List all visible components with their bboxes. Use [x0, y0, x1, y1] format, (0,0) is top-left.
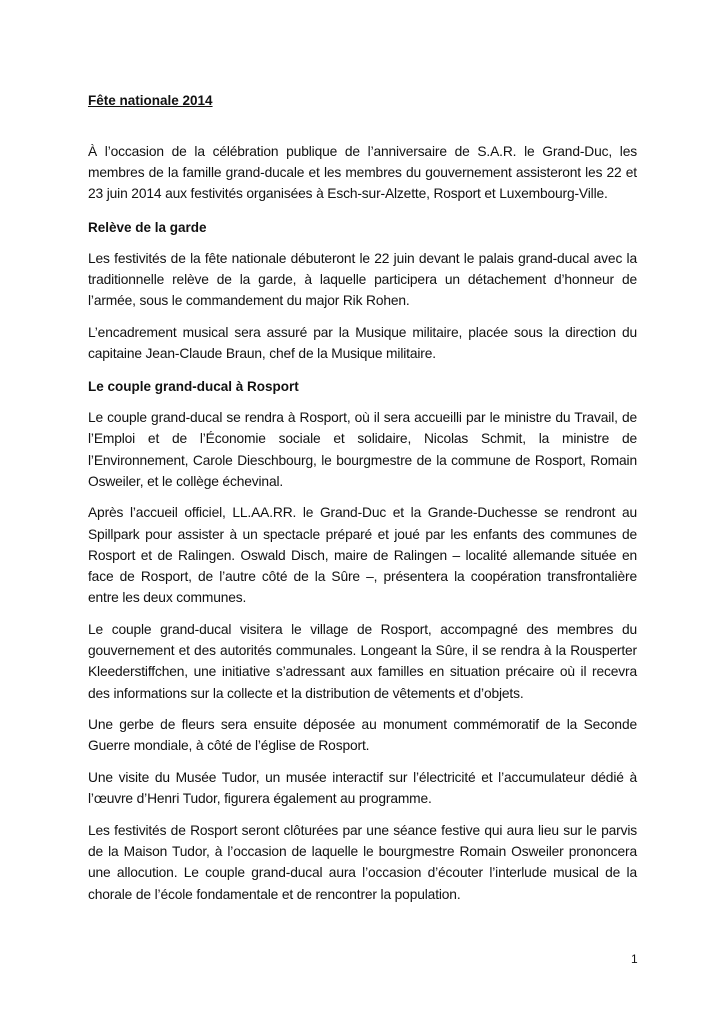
section-heading-couple-rosport: Le couple grand-ducal à Rosport: [88, 379, 299, 395]
document-title: Fête nationale 2014: [88, 93, 213, 108]
paragraph: Le couple grand-ducal se rendra à Rosport, où il sera accueilli par le ministre du Travail, de l’Emploi et de l’Économie sociale et solidaire, Nicolas Schmit, la ministre de l’Environnement, Carole Dieschbourg, le bourgmestre de la commune de Rosport, Romain Osweiler, et le collège échevinal.: [88, 410, 637, 489]
paragraph: Une gerbe de fleurs sera ensuite déposée au monument commémoratif de la Seconde Guerre mondiale, à côté de l’église de Rosport.: [88, 717, 637, 754]
page-number: 1: [631, 952, 638, 966]
paragraph: Une visite du Musée Tudor, un musée interactif sur l’électricité et l’accumulateur dédié à l’œuvre d’Henri Tudor, figurera également au programme.: [88, 770, 637, 807]
paragraph: Les festivités de la fête nationale débuteront le 22 juin devant le palais grand-ducal avec la traditionnelle relève de la garde, à laquelle participera un détachement d’honneur de l’armée, sous le commandement du major Rik Rohen.: [88, 250, 637, 309]
section-heading-releve-garde: Relève de la garde: [88, 219, 207, 235]
paragraph: Les festivités de Rosport seront clôturées par une séance festive qui aura lieu sur le parvis de la Maison Tudor, à l’occasion de laquelle le bourgmestre Romain Osweiler prononcera une allocution. Le couple grand-ducal aura l’occasion d’écouter l’interlude musical de la chorale de l’école fondamentale et de rencontrer la population.: [88, 823, 637, 902]
paragraph: Le couple grand-ducal visitera le village de Rosport, accompagné des membres du gouvernement et des autorités communales. Longeant la Sûre, il se rendra à la Rousperter Kleederstiffchen, une initiative s’adressant aux familles en situation précaire où il recevra des informations sur la collecte et la distribution de vêtements et d’objets.: [88, 621, 637, 701]
paragraph: L’encadrement musical sera assuré par la Musique militaire, placée sous la direction du capitaine Jean-Claude Braun, chef de la Musique militaire.: [88, 324, 637, 361]
document-page: [88, 90, 637, 915]
paragraph: Après l’accueil officiel, LL.AA.RR. le Grand-Duc et la Grande-Duchesse se rendront au Spillpark pour assister à un spectacle préparé et joué par les enfants des communes de Rosport et de Ralingen. Oswald Disch, maire de Ralingen – localité allemande située en face de Rosport, de l’autre côté de la Sûre –, présentera la coopération transfrontalière entre les deux communes.: [88, 505, 637, 606]
intro-paragraph: À l’occasion de la célébration publique de l’anniversaire de S.A.R. le Grand-Duc, les membres de la famille grand-ducale et les membres du gouvernement assisteront les 22 et 23 juin 2014 aux festivités organisées à Esch-sur-Alzette, Rosport et Luxembourg-Ville.: [88, 144, 637, 202]
